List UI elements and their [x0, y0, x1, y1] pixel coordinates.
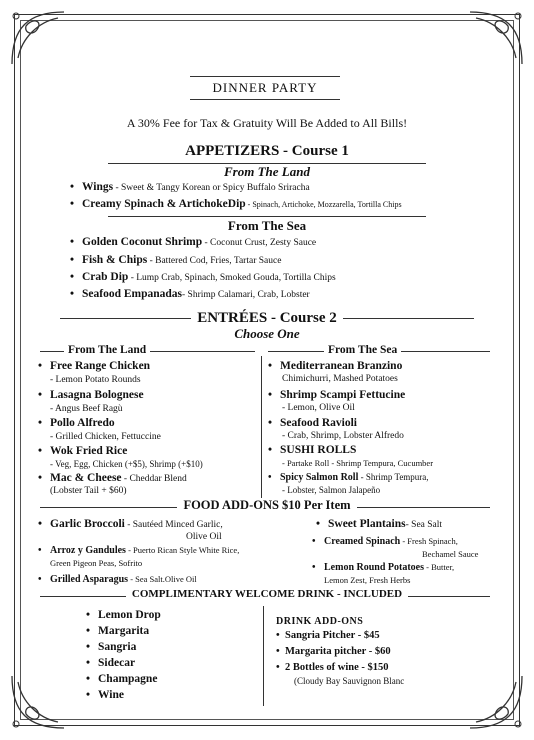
bullet-icon: •	[268, 417, 273, 429]
list-item: • Mediterranean Branzino	[268, 360, 403, 372]
bullet-icon: •	[38, 574, 42, 585]
bullet-icon: •	[38, 417, 43, 429]
drink-addons-heading: DRINK ADD-ONS	[276, 616, 364, 627]
ornament-corner-icon	[466, 8, 526, 68]
bullet-icon: •	[316, 518, 321, 530]
column-divider	[263, 606, 264, 706]
list-item: • Seafood Empanadas- Shrimp Calamari, Crab, Lobster	[70, 288, 310, 300]
page-title: DINNER PARTY	[190, 76, 340, 100]
item-desc: Green Pigeon Peas, Sofrito	[50, 558, 143, 568]
bullet-icon: •	[70, 288, 75, 300]
appetizers-heading: APPETIZERS - Course 1	[185, 143, 349, 159]
list-item: • Sangria	[86, 641, 137, 653]
list-item: • 2 Bottles of wine - $150	[276, 662, 389, 673]
bullet-icon: •	[70, 181, 75, 193]
bullet-icon: •	[312, 562, 316, 573]
entrees-subheading: Choose One	[234, 326, 300, 341]
list-item: • Lasagna Bolognese	[38, 389, 144, 401]
bullet-icon: •	[268, 472, 272, 483]
list-item: • Champagne	[86, 673, 158, 685]
bullet-icon: •	[268, 444, 273, 456]
item-desc: - Partake Roll - Shrimp Tempura, Cucumber	[282, 458, 434, 468]
bullet-icon: •	[38, 360, 43, 372]
bullet-icon: •	[268, 389, 273, 401]
list-item: • Sangria Pitcher - $45	[276, 630, 380, 641]
bullet-icon: •	[86, 689, 91, 701]
list-item: • Shrimp Scampi Fettucine	[268, 389, 406, 401]
list-item: • Creamed Spinach - Fresh Spinach,	[312, 536, 458, 547]
list-item: • Margarita	[86, 625, 150, 637]
bullet-icon: •	[86, 657, 91, 669]
ornament-corner-icon	[466, 672, 526, 732]
list-item: • Mac & Cheese - Cheddar Blend	[38, 472, 187, 484]
bullet-icon: •	[38, 518, 43, 530]
item-desc: - Lemon Potato Rounds	[50, 375, 141, 385]
item-desc: - Lemon, Olive Oil	[282, 403, 355, 413]
list-item: • Sidecar	[86, 657, 136, 669]
fee-notice: A 30% Fee for Tax & Gratuity Will Be Added to All Bills!	[126, 116, 408, 130]
list-item: • Fish & Chips - Battered Cod, Fries, Tartar Sauce	[70, 254, 282, 266]
item-desc: - Grilled Chicken, Fettuccine	[50, 432, 161, 442]
divider	[108, 216, 426, 217]
bullet-icon: •	[86, 625, 91, 637]
list-item: • Crab Dip - Lump Crab, Spinach, Smoked Gouda, Tortilla Chips	[70, 271, 336, 283]
item-desc: (Lobster Tail + $60)	[50, 486, 127, 496]
list-item: • Wine	[86, 689, 124, 701]
list-item: • Free Range Chicken	[38, 360, 151, 372]
bullet-icon: •	[70, 198, 75, 210]
list-item: • Arroz y Gandules - Puerto Rican Style White Rice,	[38, 545, 240, 556]
entrees-sea-heading: From The Sea	[324, 344, 401, 356]
item-desc: - Lobster, Salmon Jalapeño	[282, 485, 381, 495]
bullet-icon: •	[276, 662, 280, 673]
item-desc: Chimichurri, Mashed Potatoes	[282, 374, 398, 384]
list-item: • Seafood Ravioli	[268, 417, 357, 429]
list-item: • Golden Coconut Shrimp - Coconut Crust, Zesty Sauce	[70, 236, 317, 248]
appetizers-land-heading: From The Land	[224, 164, 310, 179]
list-item: • Margarita pitcher - $60	[276, 646, 391, 657]
bullet-icon: •	[38, 545, 42, 556]
bullet-icon: •	[70, 271, 75, 283]
list-item: • Grilled Asparagus - Sea Salt.Olive Oil	[38, 574, 197, 585]
bullet-icon: •	[268, 360, 273, 372]
list-item: • SUSHI ROLLS	[268, 444, 357, 456]
ornament-corner-icon	[8, 672, 68, 732]
bullet-icon: •	[38, 389, 43, 401]
bullet-icon: •	[86, 673, 91, 685]
list-item: • Spicy Salmon Roll - Shrimp Tempura,	[268, 472, 429, 483]
bullet-icon: •	[86, 609, 91, 621]
bullet-icon: •	[38, 445, 43, 457]
item-desc: (Cloudy Bay Sauvignon Blanc	[294, 676, 405, 686]
list-item: • Creamy Spinach & ArtichokeDip - Spinach, Artichoke, Mozzarella, Tortilla Chips	[70, 198, 402, 210]
bullet-icon: •	[276, 646, 280, 657]
bullet-icon: •	[276, 630, 280, 641]
list-item: • Sweet Plantains- Sea Salt	[316, 518, 443, 530]
bullet-icon: •	[70, 236, 75, 248]
item-desc: Bechamel Sauce	[422, 549, 479, 559]
list-item: • Lemon Drop	[86, 609, 161, 621]
entrees-heading: ENTRÉES - Course 2	[0, 310, 534, 327]
entrees-land-heading: From The Land	[64, 344, 150, 356]
item-desc: Lemon Zest, Fresh Herbs	[324, 575, 411, 585]
bullet-icon: •	[312, 536, 316, 547]
item-desc: - Angus Beef Ragù	[50, 404, 123, 414]
list-item: • Lemon Round Potatoes - Butter,	[312, 562, 455, 573]
column-divider	[261, 356, 262, 506]
item-desc: - Crab, Shrimp, Lobster Alfredo	[282, 431, 404, 441]
bullet-icon: •	[38, 472, 43, 484]
addons-heading: FOOD ADD-ONS $10 Per Item	[0, 498, 534, 513]
bullet-icon: •	[70, 254, 75, 266]
item-desc: Olive Oil	[186, 532, 222, 542]
drinks-heading: COMPLIMENTARY WELCOME DRINK - INCLUDED	[0, 588, 534, 600]
item-desc: - Veg, Egg, Chicken (+$5), Shrimp (+$10)	[50, 459, 203, 469]
list-item: • Wok Fried Rice	[38, 445, 128, 457]
ornament-corner-icon	[8, 8, 68, 68]
appetizers-sea-heading: From The Sea	[227, 218, 307, 233]
bullet-icon: •	[86, 641, 91, 653]
list-item: • Pollo Alfredo	[38, 417, 115, 429]
list-item: • Wings - Sweet & Tangy Korean or Spicy Buffalo Sriracha	[70, 181, 310, 193]
list-item: • Garlic Broccoli - Sautéed Minced Garlic,	[38, 518, 223, 530]
